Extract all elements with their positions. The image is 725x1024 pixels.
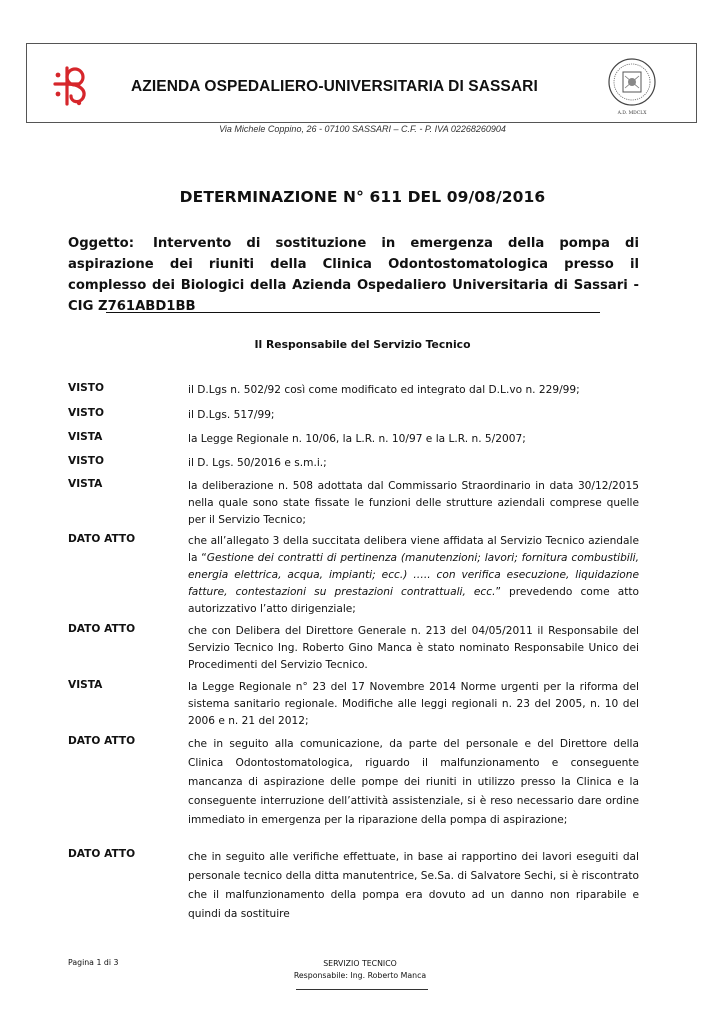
clause-keyword: VISTO (68, 382, 105, 394)
clause-keyword: VISTA (68, 679, 103, 691)
clause-text: la Legge Regionale n° 23 del 17 Novembre 2014 Norme urgenti per la riforma del sistema sanitario regionale. Modifiche alle leggi regionali n. 23 del 2005, n. 10 del 2006 e n. 21 del 2012; (188, 681, 639, 727)
clause-keyword: DATO ATTO (68, 848, 136, 860)
subject-text: Intervento di sostituzione in emergenza della pompa di aspirazione dei riuniti della Clinica Odontostomatologica presso il complesso dei Biologici della Azienda Ospedaliero Universitaria di Sassari - CIG Z761ABD1BB (68, 236, 639, 314)
clause-text: che in seguito alle verifiche effettuate, in base ai rapportino dei lavori eseguiti dal personale tecnico della ditta manutentrice, Se.Sa. di Salvatore Sechi, si è riscontrato che il malfunzionamento della pompa era dovuto ad un danno non riparabile e quindi da sostituire (188, 851, 639, 920)
clause-text: che con Delibera del Direttore Generale n. 213 del 04/05/2011 il Responsabile del Servizio Tecnico Ing. Roberto Gino Manca è stato nominato Responsabile Unico dei Procedimenti del Servizio Tecnico. (188, 625, 639, 671)
separator-line (106, 312, 600, 313)
clause-keyword: VISTO (68, 455, 105, 467)
clause-keyword: VISTO (68, 407, 105, 419)
clause-keyword: DATO ATTO (68, 735, 136, 747)
subject-label: Oggetto: (68, 236, 134, 251)
footer-service-name: SERVIZIO TECNICO (323, 959, 397, 968)
clause-keyword: VISTA (68, 478, 103, 490)
clause-text: la Legge Regionale n. 10/06, la L.R. n. 10/97 e la L.R. n. 5/2007; (188, 433, 526, 445)
footer-service (240, 958, 480, 994)
document-title: DETERMINAZIONE N° 611 DEL 09/08/2016 (179, 188, 546, 206)
clause-text: che in seguito alla comunicazione, da parte del personale e del Direttore della Clinica Odontostomatologica, riguardo il malfunzionamento e conseguente mancanza di aspirazione delle pompe dei riuniti in utilizzo presso la Clinica e la conseguente interruzione dell’attività assistenziale, si è reso necessario dare ordine immediato in emergenza per la riparazione della pompa di aspirazione; (188, 738, 639, 826)
page-number: Pagina 1 di 3 (68, 958, 119, 967)
issuer-heading: Il Responsabile del Servizio Tecnico (254, 338, 471, 351)
clause-text: il D.Lgs. 517/99; (188, 409, 275, 421)
clause-text: il D.Lgs n. 502/92 così come modificato ed integrato dal D.L.vo n. 229/99; (188, 384, 580, 396)
clause-keyword: DATO ATTO (68, 533, 136, 545)
seal-caption: A.D. MDCLX (617, 111, 647, 116)
clause-keyword: VISTA (68, 431, 103, 443)
footer-manager: Responsabile: Ing. Roberto Manca (293, 971, 427, 980)
university-seal-icon (606, 57, 658, 117)
hospital-logo-icon (49, 64, 93, 108)
subject-block (68, 233, 639, 317)
signature-line (296, 988, 428, 990)
address-line: Via Michele Coppino, 26 - 07100 SASSARI – C.F. - P. IVA 02268260904 (219, 124, 506, 134)
clause-text: il D. Lgs. 50/2016 e s.m.i.; (188, 457, 327, 469)
clause-text: che all’allegato 3 della succitata delibera viene affidata al Servizio Tecnico aziendale la “Gestione dei contratti di pertinenza (manutenzioni; lavori; fornitura combustibili, energia elettrica, acqua, impianti; ecc.) ….. con verifica esecuzione, liquidazione fatture, contestazioni su prestazioni contrattuali, ecc.” prevedendo come atto autorizzativo l’atto dirigenziale; (188, 535, 639, 615)
clause-keyword: DATO ATTO (68, 623, 136, 635)
italic-quote: Gestione dei contratti di pertinenza (manutenzioni; lavori; fornitura combustibili, energia elettrica, acqua, impianti; ecc.) ….. con verifica esecuzione, liquidazione fatture, contestazioni su prestazioni contrattuali, ecc. (188, 552, 639, 598)
institution-name: AZIENDA OSPEDALIERO-UNIVERSITARIA DI SASSARI (131, 78, 538, 95)
clause-text: la deliberazione n. 508 adottata dal Commissario Straordinario in data 30/12/2015 nella quale sono state fissate le funzioni delle strutture aziendali comprese quelle per il Servizio Tecnico; (188, 480, 639, 526)
letterhead (26, 43, 697, 123)
